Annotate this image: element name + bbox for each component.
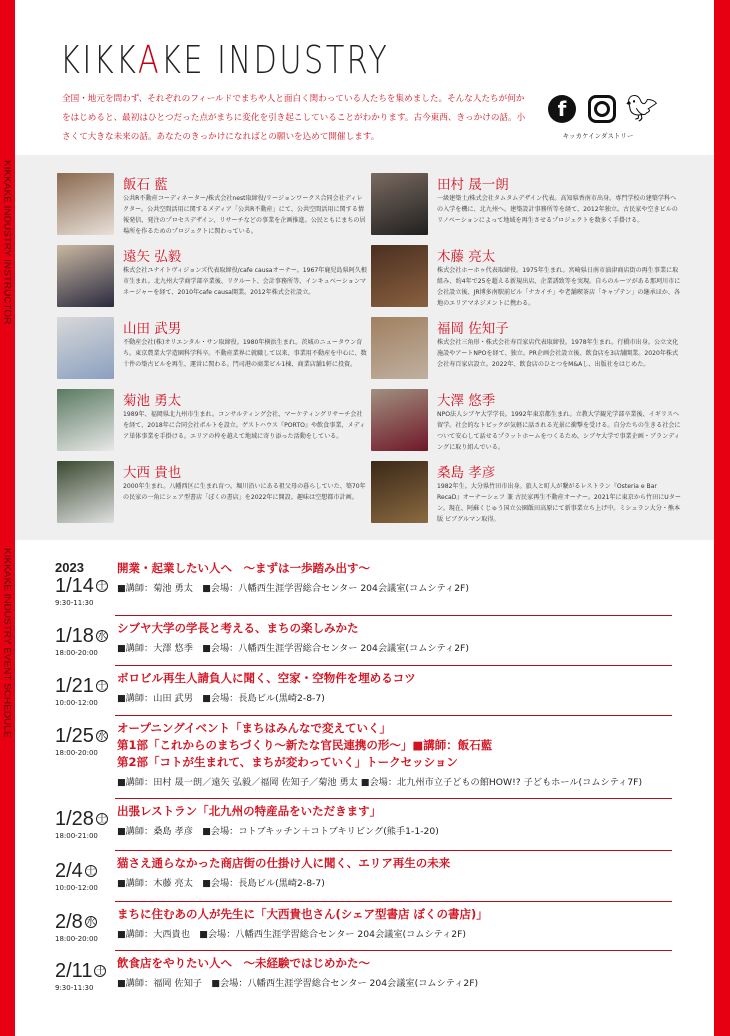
event-date-block: [55, 911, 115, 943]
divider: [115, 715, 672, 716]
divider: [115, 798, 672, 799]
speaker-bio: 1982年生。大分県竹田市出身。旅人と町人が繋がるレストラン『Osteria e Bar RecaD』オーナーシェフ 兼 古民家再生不動産オーナー。2021年に東京から竹田にUターン。現在、阿蘇くじゅう国立公園飯田高原にて新事業立ち上げ中。ミシュラン大分・熊本版 ビブグルマン取得。: [437, 483, 681, 523]
event-info: ■講師：大澤 悠季 ■会場：八幡西生涯学習総合センター 204会議室(コムシティ2F): [117, 643, 469, 654]
speaker-name: 飯石 藍: [123, 177, 168, 193]
weekday-badge: 水: [96, 731, 107, 742]
speaker-photo: [57, 173, 114, 235]
speaker-name: 桑島 孝彦: [437, 465, 496, 481]
divider: [115, 850, 672, 851]
event-date-block: [55, 960, 115, 992]
speaker-bio: 公共R不動産コーディネーター/株式会社nest取締役/リージョンワークス合同会社ディレクター。公共空間活用に関するメディア「公共R不動産」にて、公共空間活用に関する情報発信、発注のプロセスデザイン、リサーチなどの事業を企画推進。公民ともにまちの居場所を作るためのプロジェクトに関わっている。: [123, 195, 366, 235]
right-red-strip: [714, 0, 730, 1036]
speaker-bio: 株式会社ユナイトヴィジョンズ代表取締役/cafe causaオーナー。1967年鹿児島県阿久根市生まれ。北九州大学商学部卒業後、リクルート、会計事務所等、インキュベーションマネージャーを経て、2010年cafe causa開業。2012年株式会社設立。: [123, 267, 367, 296]
side-label-schedule: KIKKAKE INDUSTRY EVENT SCHEDULE: [1, 548, 12, 738]
event-title: オープニングイベント「まちはみんなで変えていく」: [117, 721, 392, 735]
event-date: [55, 911, 115, 934]
left-red-strip: [0, 0, 15, 1036]
twitter-icon[interactable]: 🐦︎: [625, 94, 659, 124]
event-time: 10:00-12:00: [55, 699, 98, 707]
speaker-bio: 2000年生まれ。八幡西区に生まれ育つ。堀川沿いにある祖父母の暮らしていた、築70年の民家の一角にシェア型書店「ぼくの書店」を2022年に開設。趣味は空想都市計画。: [123, 483, 366, 501]
divider: [115, 665, 672, 666]
logo: [60, 38, 389, 82]
weekday-badge: 土: [96, 581, 107, 592]
speaker-name: 大澤 悠季: [437, 393, 496, 409]
event-date-block: [55, 560, 115, 607]
event-time: 18:00-20:00: [55, 935, 98, 943]
divider: [115, 901, 672, 902]
event-time: 9:30-11:30: [55, 599, 94, 607]
event-date: [55, 675, 115, 698]
speaker-bio: 株式会社三角形・株式会社寿百家店代表取締役。1978年生まれ。行橋市出身。公立文化施設やアートNPOを経て、独立。PR企画会社設立後、飲食店を3店舗開業。2020年株式会社寿百家店設立。2022年、飲食店のひとつをM&Aし、出版社をはじめた。: [437, 339, 679, 368]
speaker-name: 遠矢 弘毅: [123, 249, 182, 265]
weekday-badge: 土: [85, 866, 96, 877]
event-date-block: [55, 808, 115, 840]
date-text: 2/8: [55, 911, 83, 933]
date-text: 1/18: [55, 625, 94, 647]
speaker-name: 田村 晟一朗: [437, 177, 509, 193]
event-date: [55, 808, 115, 831]
speaker-photo: [371, 461, 428, 523]
event-title: まちに住むあの人が先生に「大西貴也さん(シェア型書店 ぼくの書店)」: [117, 907, 488, 921]
event-date-block: [55, 725, 115, 757]
event-title: 第1部「これからのまちづくり～新たな官民連携の形～」■講師：飯石藍: [117, 738, 493, 752]
date-text: 1/21: [55, 675, 94, 697]
speaker-bio: 一級建築士/株式会社タムタムデザイン代表。高知県香南市出身。専門学校の建築学科への入学を機に、北九州へ。建築設計事務所等を経て、2012年独立。古民家や空きビルのリノベーションによって地域を再生させるプロジェクトを数多く手掛ける。: [437, 195, 678, 224]
speaker-photo: [371, 173, 428, 235]
weekday-badge: 水: [85, 917, 96, 928]
weekday-badge: 土: [95, 966, 106, 977]
event-title: 猫さえ通らなかった商店街の仕掛け人に聞く、エリア再生の未来: [117, 856, 451, 870]
event-title: 出張レストラン「北九州の特産品をいただきます」: [117, 804, 382, 818]
event-info: ■講師：大西貴也 ■会場：八幡西生涯学習総合センター 204会議室(コムシティ2F): [117, 929, 467, 940]
speaker-name: 菊池 勇太: [123, 393, 182, 409]
instagram-icon[interactable]: [588, 95, 616, 123]
speaker-photo: [371, 389, 428, 451]
event-date-block: [55, 625, 115, 657]
event-date: [55, 725, 115, 748]
event-date: [55, 575, 115, 598]
speaker-photo: [57, 461, 114, 523]
weekday-badge: 土: [96, 814, 107, 825]
speaker-photo: [57, 245, 114, 307]
side-label-instructor: KIKKAKE INDUSTRY INSTRUCTOR: [1, 160, 12, 325]
speaker-photo: [57, 389, 114, 451]
event-info: ■講師：木藤 亮太 ■会場：長島ビル(黒崎2-8-7): [117, 878, 325, 889]
speaker-photo: [371, 317, 428, 379]
event-time: 9:30-11:30: [55, 984, 94, 992]
event-date-block: [55, 860, 115, 892]
speaker-bio: 株式会社ホーホゥ代表取締役。1975年生まれ。宮崎県日南市油津商店街の再生事業に取組み、約4年で25を超える新規出店、企業誘致等を実現。自らのルーツがある那珂川市に会社設立後、JR博多南駅前ビル「ナカイチ」や老舗喫茶店「キャプテン」の継承ほか、各地のエリアマネジメントに携わる。: [437, 267, 681, 307]
event-info: ■講師：菊池 勇太 ■会場：八幡西生涯学習総合センター 204会議室(コムシティ2F): [117, 583, 469, 594]
speaker-name: 大西 貴也: [123, 465, 182, 481]
date-text: 1/25: [55, 725, 94, 747]
speaker-bio: 1989年、福岡県北九州市生まれ。コンサルティング会社、マーケティングリサーチ会社を経て、2018年に合同会社ポルトを設立。ゲストハウス『PORTO』や飲食事業、メディア単体事業を手掛ける。エリアの枠を越えて地域に寄り添った活動をしている。: [123, 411, 366, 440]
divider: [115, 950, 672, 951]
date-text: 1/28: [55, 808, 94, 830]
event-info: ■講師：田村 晟一朗／遠矢 弘毅／福岡 佐知子／菊池 勇太 ■会場：北九州市立子どもの館HOW!? 子どもホール(コムシティ7F): [117, 777, 643, 788]
event-title: 開業・起業したい人へ ～まずは一歩踏み出す～: [117, 561, 370, 575]
logo-text: KIKK: [60, 38, 138, 82]
speaker-name: 福岡 佐知子: [437, 321, 509, 337]
event-time: 10:00-12:00: [55, 884, 98, 892]
speaker-photo: [57, 317, 114, 379]
event-date: [55, 960, 115, 983]
event-info: ■講師：山田 武男 ■会場：長島ビル(黒崎2-8-7): [117, 693, 325, 704]
event-info: ■講師：福岡 佐知子 ■会場：八幡西生涯学習総合センター 204会議室(コムシティ2F): [117, 978, 479, 989]
event-year: 2023: [55, 560, 84, 575]
speaker-bio: NPO法人シブヤ大学学長。1992年東京都生まれ。立教大学観光学部卒業後、イギリスへ留学。社会的なトピックが気軽に話される光景に衝撃を受ける。自分たちの生きる社会について安心して話せるプラットホームをつくるため、シブヤ大学で事業企画・ブランディングに取り組んでいる。: [437, 411, 681, 451]
logo-text: KE INDUSTRY: [161, 38, 390, 82]
social-links: [548, 95, 668, 140]
divider: [115, 615, 672, 616]
event-time: 18:00-21:00: [55, 832, 98, 840]
event-title: シブヤ大学の学長と考える、まちの楽しみかた: [117, 621, 359, 635]
event-title: 飲食店をやりたい人へ ～未経験ではじめかた～: [117, 956, 370, 970]
event-title: ボロビル再生人請負人に聞く、空家・空物件を埋めるコツ: [117, 671, 416, 685]
event-time: 18:00-20:00: [55, 649, 98, 657]
event-title: 第2部「コトが生まれて、まちが変わっていく」トークセッション: [117, 755, 458, 769]
event-date-block: [55, 675, 115, 707]
weekday-badge: 水: [96, 631, 107, 642]
weekday-badge: 土: [96, 681, 107, 692]
speaker-photo: [371, 245, 428, 307]
intro-text: 全国・地元を問わず、それぞれのフィールドでまちや人と面白く関わっている人たちを集めました。そんな人たちが何かをはじめると、最初はひとつだった点がまちに変化を引き起こしていることがわかります。古今東西、きっかけの話。小さくて大きな未来の話。あなたのきっかけになればとの願いを込めて開催します。: [62, 94, 526, 142]
instructor-panel: [15, 155, 714, 540]
event-info: ■講師：桑島 孝彦 ■会場：コトブキッチン＋コトブキリビング(熊手1-1-20): [117, 826, 439, 837]
date-text: 2/11: [55, 960, 93, 982]
event-date: [55, 625, 115, 648]
speaker-name: 木藤 亮太: [437, 249, 496, 265]
date-text: 1/14: [55, 575, 94, 597]
date-text: 2/4: [55, 860, 83, 882]
speaker-bio: 不動産会社(株)オリエンタル・サン取締役。1980年横浜生まれ。茨城のニュータウン育ち。東京農業大学造園科学科卒。不動産業界に就職して以来、事業用不動産を中心に、数十件の築古ビルを再生、運営に関わる。門司港の商業ビル1棟、商業店舗1軒に投資。: [123, 339, 367, 368]
event-time: 18:00-20:00: [55, 749, 98, 757]
speaker-name: 山田 武男: [123, 321, 182, 337]
event-date: [55, 860, 115, 883]
logo-cone: A: [137, 38, 162, 82]
social-caption: キッカケインダストリー: [562, 132, 634, 140]
facebook-icon[interactable]: f: [548, 95, 576, 123]
